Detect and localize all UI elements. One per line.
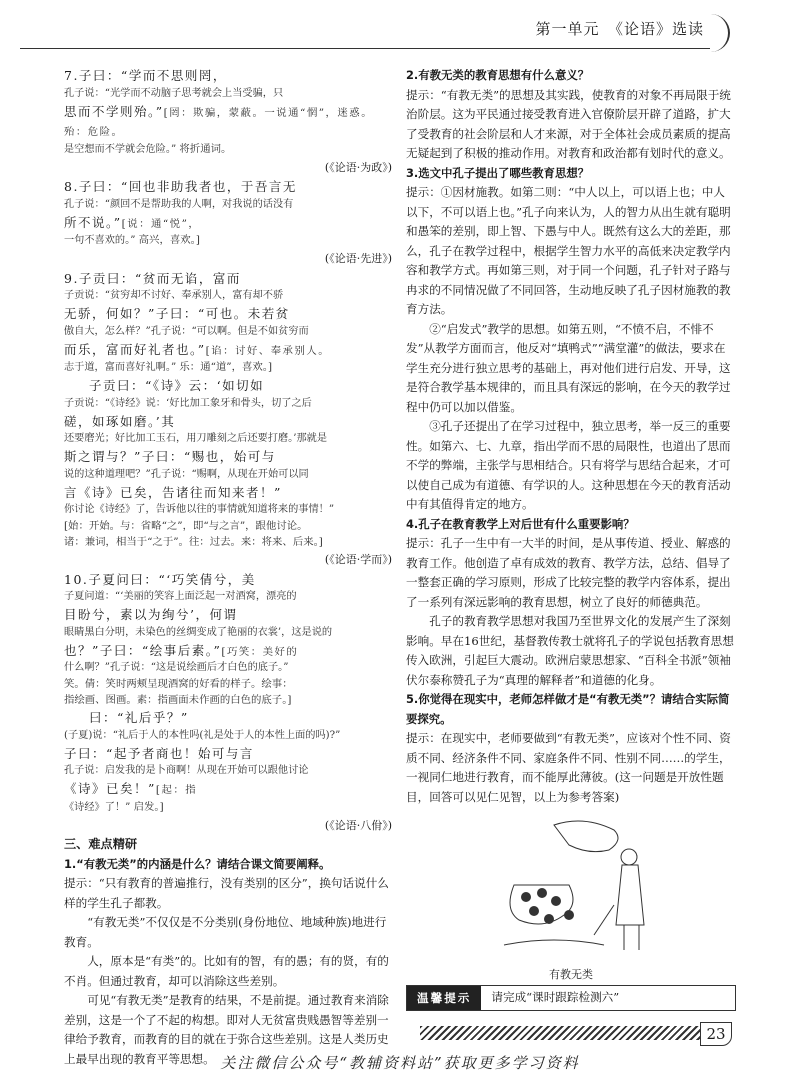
classic-text: 9.子贡曰：“贫而无谄，富而 [64,270,241,286]
source-citation: (《论语·为政》) [324,160,392,174]
classic-text: 8.子曰：“回也非助我者也，于吾言无 [64,179,297,194]
translation: 孔子说：“颜回不是帮助我的人啊，对我说的话没有 [64,198,294,210]
classic-text: 10.子夏问曰：“‘巧笑倩兮，美 [64,571,256,587]
header-rule [20,48,710,49]
answer-paragraph: ③孔子还提出了在学习过程中，独立思考，举一反三的重要性。如第六、七、九章，指出学而不思的局限性，也道出了思而不学的弊端，主张学与思相结合。只有将学与思结合起来，才可以使自己成为有道德、有学识的人。这种思想在今天的教育活动中有其值得肯定的地方。 [406,419,731,511]
classic-text: 曰：“礼后乎？” [89,710,189,725]
classic-text: 子曰：“起予者商也！始可与言 [64,745,254,761]
header-ornament [710,14,730,52]
translation: 还要磨光；好比加工玉石，用刀雕刻之后还要打磨。’那就是 [64,433,328,444]
watermark-text: 关注微信公众号“教辅资料站”获取更多学习资料 [220,1054,580,1072]
reminder-box [406,985,736,1011]
page-number: 23 [700,1022,732,1046]
classic-text: 磋，如琢如磨。’其 [64,413,176,429]
annotation: 诸：兼词，相当于“之于”。往：过去。来：将来、后来。] [64,536,323,548]
translation: 志于道，富而喜好礼啊。” 乐：通“道”，喜欢。] [64,361,273,373]
translation: 眼睛黑白分明，未染色的丝绸变成了艳丽的衣裳’，这是说的 [64,626,333,638]
annotation: 笑。倩：笑时两颊呈现酒窝的好看的样子。绘事： [64,678,293,690]
classic-text: 言《诗》已矣，告诸往而知来者！” [64,484,282,500]
question: 5.你觉得在现实中，老师怎样做才是“有教无类”？请结合实际简要探究。 [406,692,730,726]
classic-text: 无骄，何如？”子曰：“可也。未若贫 [64,306,290,321]
reminder-label: 温馨提示 [407,986,481,1010]
source-citation: (《论语·八佾》) [324,818,392,832]
source-citation: (《论语·学而》) [324,553,392,566]
annotation: 指绘画、图画。素：指画面未作画的白色的底子。] [64,694,292,706]
translation: 你讨论《诗经》了，告诉他以往的事情就知道将来的事情！” [64,504,335,515]
reminder-text: 请完成“课时跟踪检测六” [491,989,620,1004]
translation: 一句不喜欢的。” 高兴，喜欢。] [64,234,200,246]
question: 1.“有教无类”的内涵是什么？请结合课文简要阐释。 [64,856,331,871]
translation: 子夏问道：“‘美丽的笑容上面泛起一对酒窝，漂亮的 [64,591,297,602]
classic-text: 7.子曰：“学而不思则罔， [64,68,227,83]
annotation: [始：开始。与：省略“之”，即“与之言”，跟他讨论。 [64,520,308,532]
classic-text: 所不说。”[说：通“悦”， [64,214,201,230]
classic-text: 思而不学则殆。”[罔：欺骗，蒙蔽。一说通“惘”，迷惑。殆：危险。 [64,103,374,138]
answer-paragraph: “有教无类”不仅仅是不分类别(身份地位、地域种族)地进行教育。 [64,915,387,949]
page-footer [0,1012,800,1052]
answer-paragraph: ②“启发式”教学的思想。如第五则，“不愤不启，不悱不发”从教学方面而言，他反对“填鸭式”“满堂灌”的做法，要求在学生充分进行独立思考的基础上，再对他们进行启发、开导，这是符合教学基本规律的，而且具有深远的影响，在今天的教学过程中仍可以加以借鉴。 [406,321,731,414]
answer-paragraph: 提示：“有教无类”的思想及其实践，使教育的对象不再局限于统治阶层。这为平民通过接受教育进入官僚阶层开辟了道路，扩大了受教育的社会阶层和人才来源，对于全体社会成员素质的提高无疑起到了积极的推动作用。对教育和政治都有划时代的意义。 [406,87,731,160]
translation: (子夏)说：“礼后于人的本性吗(礼是处于人的本性上面的吗)?” [64,729,341,741]
translation: 是空想而不学就会危险。” 将折通词。 [64,142,232,155]
section-heading: 三、难点精研 [64,837,138,851]
question: 4.孔子在教育教学上对后世有什么重要影响？ [406,516,635,531]
classic-text: 而乐，富而好礼者也。”[谄：讨好、奉承别人。 [64,341,331,357]
confucius-teaching-illustration [494,815,664,965]
translation: 子贡说：“《诗经》说：‘好比加工象牙和骨头，切了之后 [64,397,312,409]
right-column [406,66,736,1011]
answer-paragraph: 提示：①因材施教。如第二则：“中人以上，可以语上也；中人以下，不可以语上也。”孔子向来认为，人的智力从出生就有聪明和愚笨的差别，即上智、下愚与中人。既然有这么大的差距，那么，孔子在教学过程中，根据学生智力水平的高低来决定教学内容和教学方式。再如第三则，对于同一个问题，孔子针对子路与冉求的不同情况做了不同回答，生动地反映了孔子因材施教的教育方法。 [406,185,731,316]
classic-text: 斯之谓与？”子曰：“赐也，始可与 [64,449,276,464]
translation: 《诗经》了！” 启发。] [64,800,164,813]
translation: 孔子说：“光学而不动脑子思考就会上当受骗，只 [64,87,284,99]
answer-paragraph: 可见“有教无类”是教育的结果，不是前提。通过教育来消除差别，这是一个了不起的构想。即对人无贫富贵贱愚智等差别一律给予教育，而教育的目的就在于弥合这些差别。这是人类历史上最早出现的教育平等思想。 [64,993,389,1066]
answer-paragraph: 提示：孔子一生中有一大半的时间，是从事传道、授业、解惑的教育工作。他创造了卓有成效的教育、教学方法，总结、倡导了一整套正确的学习原则，形成了比较完整的教学内容体系，提出了一系列有深远影响的教育思想，树立了良好的师德典范。 [406,536,731,609]
illustration-caption: 有教无类 [549,968,593,981]
footer-hatch-bar [420,1026,700,1040]
translation: 子贡说：“贫穷却不讨好、奉承别人，富有却不骄 [64,290,284,301]
answer-paragraph: 提示：“只有教育的普遍推行，没有类别的区分”，换句话说什么样的学生孔子都教。 [64,876,389,910]
answer-paragraph: 孔子的教育教学思想对我国乃至世界文化的发展产生了深刻影响。早在16世纪，基督教传教士就将孔子的学说包括教育思想传入欧洲，引起巨大震动。欧洲启蒙思想家、“百科全书派”领袖伏尔泰称赞孔子为“真理的解释者”和道德的化身。 [406,614,734,687]
translation: 孔子说：启发我的是卜商啊！从现在开始可以跟他讨论 [64,765,309,776]
classic-text: 《诗》已矣！”[起：指 [64,781,198,796]
left-column [64,66,392,1069]
answer-paragraph: 人，原本是“有类”的。比如有的智，有的愚；有的贤，有的不肖。但通过教育，却可以消除这些差别。 [64,954,389,988]
translation: 什么啊？”孔子说：“这是说绘画后才白色的底子。” [64,662,289,673]
page-header [0,0,800,62]
classic-text: 子贡曰：“《诗》云：‘如切如 [89,378,265,393]
answer-paragraph: 提示：在现实中，老师要做到“有教无类”，应该对个性不同、资质不同、经济条件不同、家庭条件不同、性别不同……的学生，一视同仁地进行教育，而不能厚此薄彼。(这一问题是开放性题目，回答可以见仁见智，以上为参考答案) [406,731,731,804]
translation: 傲自大，怎么样？”孔子说：“可以啊。但是不如贫穷而 [64,325,309,337]
source-citation: (《论语·先进》) [324,252,392,265]
classic-text: 也？”子曰：“绘事后素。”[巧笑：美好的 [64,642,299,658]
question: 2.有教无类的教育思想有什么意义？ [406,68,590,82]
translation: 说的这种道理吧？”孔子说：“赐啊，从现在开始可以同 [64,468,309,480]
header-title: 第一单元 《论语》选读 [535,20,704,38]
question: 3.选文中孔子提出了哪些教育思想？ [406,165,590,180]
classic-text: 目盼兮，素以为绚兮’，何谓 [64,607,238,622]
